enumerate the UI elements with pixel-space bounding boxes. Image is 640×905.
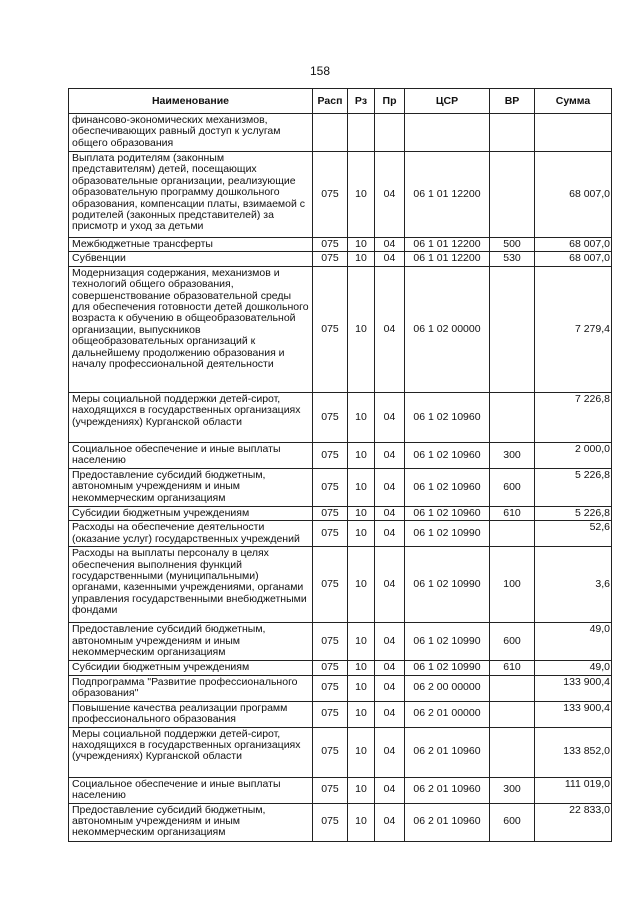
cell-pr: 04 — [375, 547, 405, 623]
cell-vr: 300 — [490, 442, 535, 468]
cell-sum: 52,6 — [535, 521, 612, 547]
header-sum: Сумма — [535, 89, 612, 114]
table-row — [69, 623, 612, 661]
cell-rz: 10 — [348, 266, 375, 392]
table-row — [69, 238, 612, 252]
cell-rz — [348, 114, 375, 152]
cell-rasp: 075 — [313, 468, 348, 506]
cell-rasp: 075 — [313, 521, 348, 547]
cell-rasp: 075 — [313, 266, 348, 392]
header-vr: ВР — [490, 89, 535, 114]
cell-name: Выплата родителям (законным представителям) детей, посещающих образовательные организации, реализующие образовательную программу дошкольного образования, компенсации платы, взимаемой с родителей (законных представителей) за присмотр и уход за детьми — [69, 152, 313, 238]
cell-sum: 22 833,0 — [535, 803, 612, 841]
cell-name: Субвенции — [69, 252, 313, 266]
cell-rz: 10 — [348, 623, 375, 661]
cell-sum: 68 007,0 — [535, 238, 612, 252]
cell-sum: 111 019,0 — [535, 777, 612, 803]
cell-csr: 06 1 02 10990 — [405, 661, 490, 675]
cell-sum: 49,0 — [535, 661, 612, 675]
header-rasp: Расп — [313, 89, 348, 114]
cell-name: Субсидии бюджетным учреждениям — [69, 506, 313, 520]
cell-name: Расходы на выплаты персоналу в целях обеспечения выполнения функций государственными (муниципальными) органами, казенными учреждениями, органами управления государственными внебюджетными фондами — [69, 547, 313, 623]
cell-csr: 06 1 02 10960 — [405, 392, 490, 442]
cell-sum: 133 900,4 — [535, 675, 612, 701]
cell-pr — [375, 114, 405, 152]
cell-rasp: 075 — [313, 506, 348, 520]
cell-name: Субсидии бюджетным учреждениям — [69, 661, 313, 675]
table-row — [69, 506, 612, 520]
cell-rasp — [313, 114, 348, 152]
cell-pr: 04 — [375, 803, 405, 841]
cell-name: Расходы на обеспечение деятельности (оказание услуг) государственных учреждений — [69, 521, 313, 547]
cell-rz: 10 — [348, 392, 375, 442]
cell-name: Модернизация содержания, механизмов и технологий общего образования, совершенствование образовательной среды для обеспечения готовности детей дошкольного возраста к обучению в общеобразовательной организации, выпускников общеобразовательных организаций к дальнейшему продолжению образования и началу профессиональной деятельности — [69, 266, 313, 392]
cell-rasp: 075 — [313, 392, 348, 442]
cell-vr: 600 — [490, 623, 535, 661]
cell-rasp: 075 — [313, 777, 348, 803]
cell-csr: 06 1 02 10990 — [405, 547, 490, 623]
cell-pr: 04 — [375, 238, 405, 252]
cell-vr — [490, 701, 535, 727]
cell-name: Межбюджетные трансферты — [69, 238, 313, 252]
cell-pr: 04 — [375, 701, 405, 727]
cell-pr: 04 — [375, 468, 405, 506]
cell-csr: 06 2 01 10960 — [405, 727, 490, 777]
cell-rasp: 075 — [313, 661, 348, 675]
cell-pr: 04 — [375, 727, 405, 777]
cell-vr: 610 — [490, 506, 535, 520]
cell-rz: 10 — [348, 777, 375, 803]
cell-rasp: 075 — [313, 152, 348, 238]
cell-vr — [490, 114, 535, 152]
table-row — [69, 521, 612, 547]
cell-csr: 06 2 01 10960 — [405, 803, 490, 841]
table-row — [69, 114, 612, 152]
cell-name: Социальное обеспечение и иные выплаты населению — [69, 442, 313, 468]
cell-sum: 5 226,8 — [535, 468, 612, 506]
cell-pr: 04 — [375, 392, 405, 442]
page-number: 158 — [309, 64, 331, 78]
cell-rasp: 075 — [313, 238, 348, 252]
cell-rz: 10 — [348, 803, 375, 841]
cell-sum: 68 007,0 — [535, 252, 612, 266]
cell-sum: 133 852,0 — [535, 727, 612, 777]
cell-vr: 100 — [490, 547, 535, 623]
cell-pr: 04 — [375, 623, 405, 661]
cell-rz: 10 — [348, 506, 375, 520]
cell-vr: 600 — [490, 803, 535, 841]
cell-sum: 3,6 — [535, 547, 612, 623]
table-row — [69, 777, 612, 803]
cell-csr: 06 1 02 10960 — [405, 506, 490, 520]
cell-name: Меры социальной поддержки детей-сирот, находящихся в государственных организациях (учреждениях) Курганской области — [69, 727, 313, 777]
cell-csr: 06 1 02 10990 — [405, 521, 490, 547]
cell-sum: 133 900,4 — [535, 701, 612, 727]
cell-sum: 7 226,8 — [535, 392, 612, 442]
cell-pr: 04 — [375, 675, 405, 701]
cell-rasp: 075 — [313, 701, 348, 727]
table-row — [69, 701, 612, 727]
cell-rz: 10 — [348, 701, 375, 727]
table-row — [69, 266, 612, 392]
header-csr: ЦСР — [405, 89, 490, 114]
cell-vr: 500 — [490, 238, 535, 252]
cell-sum: 49,0 — [535, 623, 612, 661]
cell-rz: 10 — [348, 547, 375, 623]
cell-vr: 300 — [490, 777, 535, 803]
cell-vr — [490, 392, 535, 442]
cell-name: Подпрограмма "Развитие профессионального образования" — [69, 675, 313, 701]
cell-rz: 10 — [348, 727, 375, 777]
cell-pr: 04 — [375, 152, 405, 238]
cell-csr: 06 1 01 12200 — [405, 238, 490, 252]
table-row — [69, 252, 612, 266]
cell-name: Социальное обеспечение и иные выплаты населению — [69, 777, 313, 803]
cell-sum: 5 226,8 — [535, 506, 612, 520]
cell-pr: 04 — [375, 521, 405, 547]
cell-pr: 04 — [375, 661, 405, 675]
cell-csr: 06 2 00 00000 — [405, 675, 490, 701]
cell-csr: 06 1 02 10960 — [405, 468, 490, 506]
cell-name: Повышение качества реализации программ профессионального образования — [69, 701, 313, 727]
table-row — [69, 727, 612, 777]
cell-csr: 06 1 02 10960 — [405, 442, 490, 468]
cell-sum: 68 007,0 — [535, 152, 612, 238]
cell-rasp: 075 — [313, 727, 348, 777]
table-row — [69, 392, 612, 442]
cell-pr: 04 — [375, 266, 405, 392]
cell-csr: 06 2 01 00000 — [405, 701, 490, 727]
cell-rz: 10 — [348, 521, 375, 547]
cell-rasp: 075 — [313, 623, 348, 661]
cell-rasp: 075 — [313, 803, 348, 841]
cell-rz: 10 — [348, 675, 375, 701]
cell-rasp: 075 — [313, 442, 348, 468]
table-row — [69, 152, 612, 238]
cell-vr — [490, 266, 535, 392]
budget-table — [68, 88, 612, 842]
cell-rasp: 075 — [313, 675, 348, 701]
header-pr: Пр — [375, 89, 405, 114]
cell-csr: 06 1 01 12200 — [405, 152, 490, 238]
cell-csr: 06 2 01 10960 — [405, 777, 490, 803]
header-name: Наименование — [69, 89, 313, 114]
cell-rz: 10 — [348, 238, 375, 252]
cell-vr — [490, 521, 535, 547]
cell-pr: 04 — [375, 442, 405, 468]
cell-sum: 2 000,0 — [535, 442, 612, 468]
cell-csr: 06 1 01 12200 — [405, 252, 490, 266]
cell-sum — [535, 114, 612, 152]
cell-sum: 7 279,4 — [535, 266, 612, 392]
cell-vr — [490, 675, 535, 701]
table-row — [69, 547, 612, 623]
cell-name: Предоставление субсидий бюджетным, автономным учреждениям и иным некоммерческим организациям — [69, 623, 313, 661]
cell-csr — [405, 114, 490, 152]
cell-rz: 10 — [348, 252, 375, 266]
table-row — [69, 803, 612, 841]
cell-vr: 600 — [490, 468, 535, 506]
cell-name: Меры социальной поддержки детей-сирот, находящихся в государственных организациях (учреждениях) Курганской области — [69, 392, 313, 442]
cell-vr — [490, 152, 535, 238]
cell-rz: 10 — [348, 468, 375, 506]
header-rz: Рз — [348, 89, 375, 114]
table-header-row — [69, 89, 612, 114]
cell-vr — [490, 727, 535, 777]
cell-csr: 06 1 02 10990 — [405, 623, 490, 661]
cell-name: Предоставление субсидий бюджетным, автономным учреждениям и иным некоммерческим организациям — [69, 803, 313, 841]
cell-pr: 04 — [375, 506, 405, 520]
cell-name: финансово-экономических механизмов, обеспечивающих равный доступ к услугам общего образования — [69, 114, 313, 152]
table-row — [69, 468, 612, 506]
cell-rz: 10 — [348, 152, 375, 238]
table-row — [69, 675, 612, 701]
cell-pr: 04 — [375, 777, 405, 803]
cell-rz: 10 — [348, 442, 375, 468]
cell-rasp: 075 — [313, 252, 348, 266]
cell-name: Предоставление субсидий бюджетным, автономным учреждениям и иным некоммерческим организациям — [69, 468, 313, 506]
cell-vr: 530 — [490, 252, 535, 266]
cell-pr: 04 — [375, 252, 405, 266]
table-row — [69, 442, 612, 468]
table-row — [69, 661, 612, 675]
cell-rasp: 075 — [313, 547, 348, 623]
cell-rz: 10 — [348, 661, 375, 675]
cell-csr: 06 1 02 00000 — [405, 266, 490, 392]
cell-vr: 610 — [490, 661, 535, 675]
